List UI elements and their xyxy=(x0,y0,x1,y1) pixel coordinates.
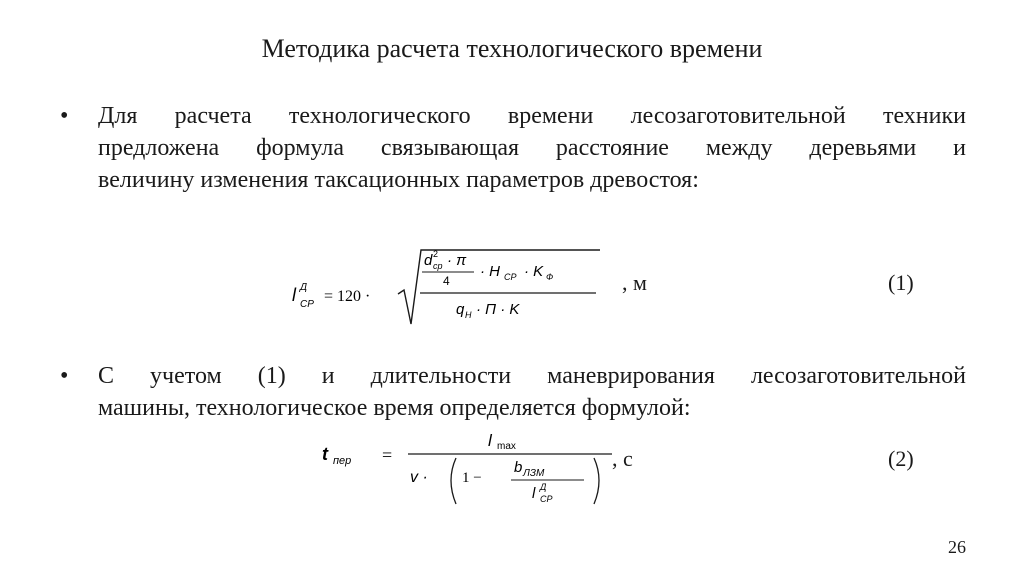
f1-num-k: · K xyxy=(524,263,544,280)
paragraph-1-line-1: Для расчета технологического времени лесозаготовительной техники xyxy=(98,103,966,129)
bullet-marker-2: • xyxy=(60,363,69,389)
formula-1-number: (1) xyxy=(888,270,914,295)
bullet-marker-1: • xyxy=(60,103,69,129)
formula-1-unit: , м xyxy=(622,270,647,295)
f1-num-h: · H xyxy=(480,263,500,280)
formula-2 xyxy=(318,424,628,514)
f1-den-q: q xyxy=(456,301,465,318)
paragraph-2-line-2: машины, технологическое время определяется формулой: xyxy=(98,395,691,421)
f1-equals-coef: = 120 · xyxy=(324,288,371,305)
paragraph-1-line-2: предложена формула связывающая расстояние между деревьями и xyxy=(98,135,966,161)
f2-inner-l-sub: СР xyxy=(540,494,553,504)
f2-num-l-sub: max xyxy=(497,441,516,452)
f2-inner-b: b xyxy=(514,459,523,476)
f1-num-d-sup: 2 xyxy=(433,249,439,259)
f1-num-pi: · π xyxy=(447,252,467,269)
f2-lhs-t: t xyxy=(322,444,328,464)
f1-den-q-sub: Н xyxy=(465,310,472,320)
f1-lhs-l: l xyxy=(292,285,296,305)
f1-lhs-sub: СР xyxy=(300,299,314,310)
f1-lhs-super: Д xyxy=(300,282,308,293)
f2-equals: = xyxy=(382,445,393,465)
f1-num-four: 4 xyxy=(443,274,450,288)
f1-num-d: d xyxy=(424,252,433,269)
formula-1 xyxy=(270,232,630,332)
slide-title: Методика расчета технологического времени xyxy=(261,34,763,63)
paragraph-2 xyxy=(98,360,966,424)
f2-lhs-sub: пер xyxy=(333,455,352,467)
f2-inner-l: l xyxy=(532,485,536,502)
f1-num-k-sub: Ф xyxy=(546,272,554,282)
f2-den-one: 1 − xyxy=(462,470,482,486)
paragraph-2-line-1: С учетом (1) и длительности маневрирования лесозаготовительной xyxy=(98,363,966,389)
f1-num-h-sub: СР xyxy=(504,272,517,282)
f2-left-paren xyxy=(451,458,456,504)
f1-num-d-sub: ср xyxy=(433,261,443,271)
f2-num-l: l xyxy=(488,431,492,450)
paragraph-1-line-3: величину изменения таксационных параметров древостоя: xyxy=(98,167,699,193)
f2-den-v: v · xyxy=(410,469,428,486)
f2-right-paren xyxy=(594,458,599,504)
f2-inner-l-sup: Д xyxy=(540,482,547,492)
page-number: 26 xyxy=(948,537,966,557)
f1-den-rest: · П · K xyxy=(476,301,520,318)
paragraph-1 xyxy=(98,100,966,196)
formula-2-unit: , с xyxy=(612,446,633,471)
formula-2-number: (2) xyxy=(888,446,914,471)
f2-inner-b-sub: ЛЗМ xyxy=(523,468,545,479)
